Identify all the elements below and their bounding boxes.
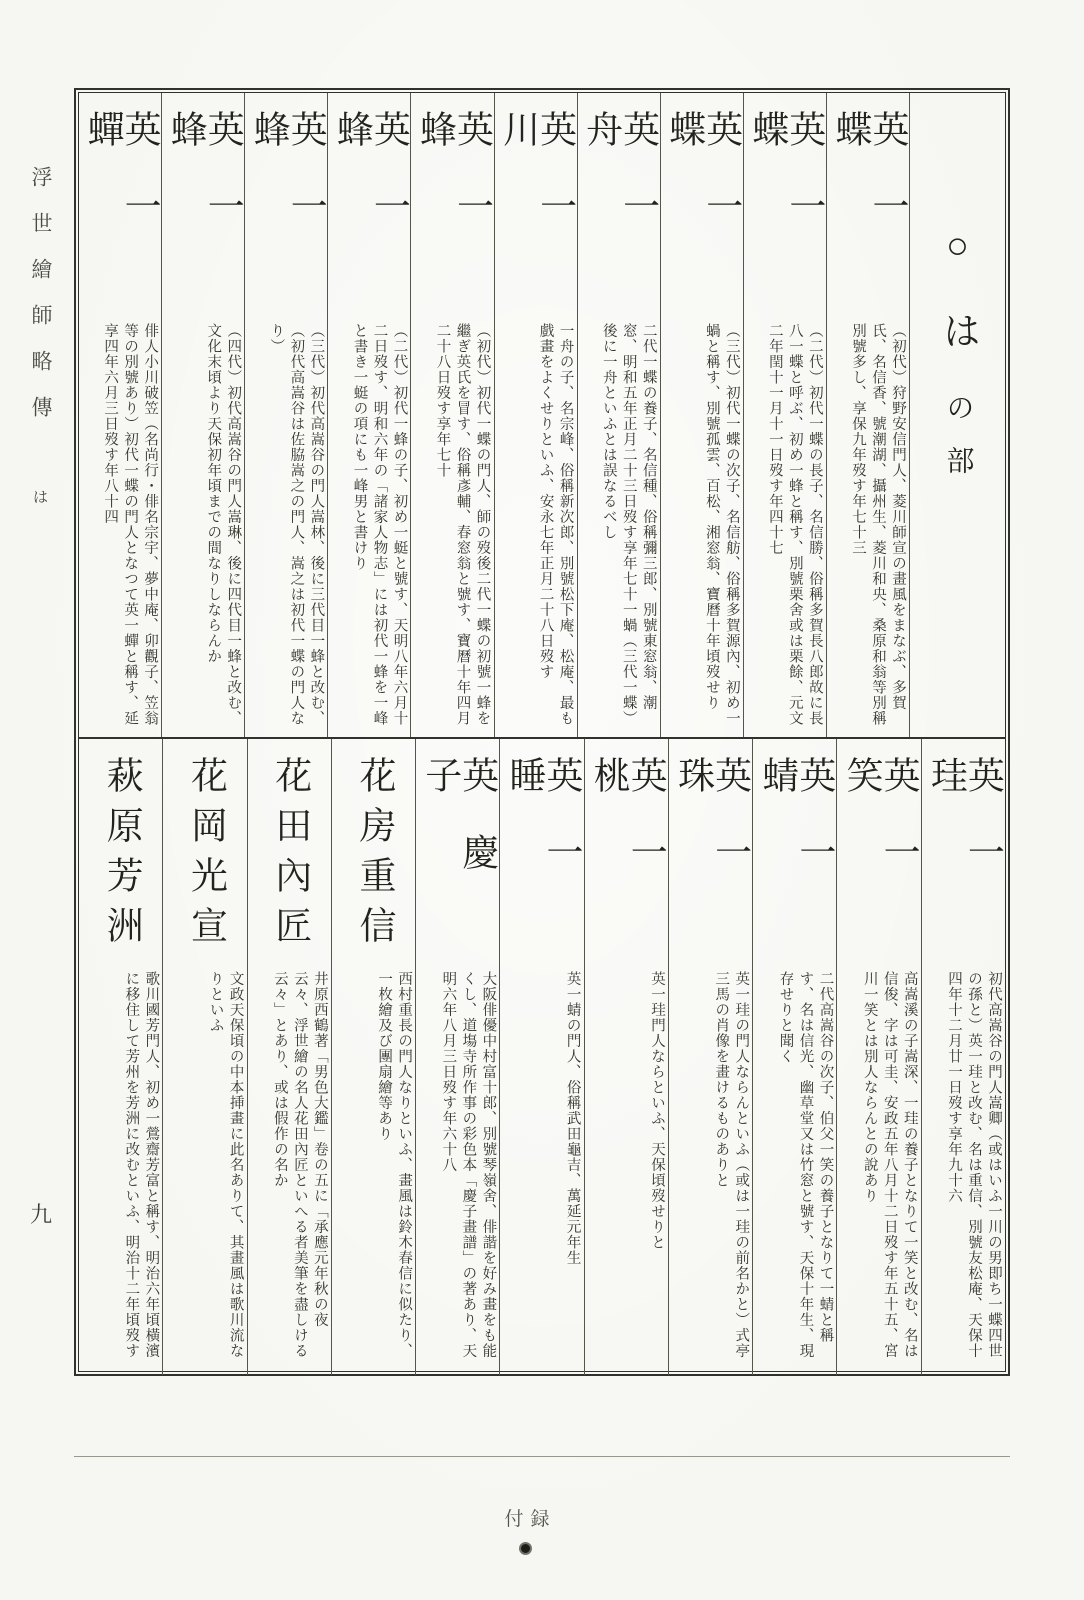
entry-hanabusa-ippo-4 xyxy=(161,93,244,737)
entry-hanabusa-isshu xyxy=(577,93,660,737)
entry-hanabusa-issei xyxy=(752,739,836,1375)
ha-section-sub: の部 xyxy=(942,393,974,499)
entry-hanabusa-issen-kawa xyxy=(494,93,577,737)
ha-section-label xyxy=(936,225,979,499)
entry-hanaoka-mitsunobu xyxy=(162,739,246,1375)
entry-bio: 俳人小川破笠（名尚行・俳名宗宇、夢中庵、卯觀子、笠翁等の別號あり）初代一蝶の門人となつて英一蟬と稱す、延享四年六月三日歿す年八十四 xyxy=(102,323,159,726)
entry-bio: 英一蜻の門人、俗稱武田龜吉、萬延元年生 xyxy=(564,971,581,1266)
entry-hanabusa-keishi xyxy=(415,739,499,1375)
entry-hagiwara-hoshu xyxy=(79,739,162,1375)
page-number: 九 xyxy=(30,1202,53,1227)
section-marker: は xyxy=(33,490,49,506)
entry-hanabusa-itto xyxy=(584,739,668,1375)
entry-name: 英一川 xyxy=(496,110,575,264)
ha-section-header xyxy=(909,93,1005,737)
entry-name: 英一蝶 xyxy=(745,110,824,264)
entry-name: 英一珪 xyxy=(924,756,1003,910)
running-title: 浮世繪師略傳 xyxy=(29,166,53,442)
entry-hanabusa-itcho-1 xyxy=(826,93,909,737)
entry-hanabusa-issho xyxy=(836,739,920,1375)
entry-name: 英一珠 xyxy=(671,756,750,910)
entry-hanabusa-issui xyxy=(499,739,583,1375)
entry-table-inner xyxy=(78,92,1006,1372)
entry-bio: （三代）初代一蝶の次子、名信舫、俗稱多賀源內、初め一蝸と稱す、別號孤雲、百松、湘窓翁、寶曆十年頃歿せり xyxy=(703,323,740,726)
entry-name: 英一睡 xyxy=(503,756,582,910)
entry-name: 英一蜂 xyxy=(164,110,243,264)
entry-hanabusa-shigenobu xyxy=(331,739,415,1375)
entry-hanabusa-ippo-3 xyxy=(244,93,327,737)
entry-name: 花房重信 xyxy=(353,756,394,956)
entry-name: 英一桃 xyxy=(587,756,666,910)
ha-section-main: ○は xyxy=(936,225,979,393)
entry-hanada-takumi xyxy=(247,739,331,1375)
entry-hanabusa-isshu-tama xyxy=(668,739,752,1375)
entry-name: 英一蜂 xyxy=(413,110,492,264)
entry-name: 英一蜻 xyxy=(755,756,834,910)
entry-name: 英一蝶 xyxy=(662,110,741,264)
footer-rule xyxy=(74,1456,1010,1457)
entry-name: 萩原芳洲 xyxy=(100,756,142,956)
entry-hanabusa-ippo-1 xyxy=(410,93,493,737)
appendix-label: 付録 xyxy=(504,1509,557,1530)
entry-bio: （初代）狩野安信門人、菱川師宣の畫風をまなぶ、多賀氏、名信香、號潮湖、攝州生、菱川和央、桑原和翁等別稱別號多し、享保九年歿す年七十三 xyxy=(850,323,906,726)
entry-bio: 歌川國芳門人、初め一鶯齋芳富と稱す、明治六年頃橫濱に移住して芳州を芳洲に改むといふ、明治十二年頃歿す xyxy=(123,971,160,1359)
entry-name: 英慶子 xyxy=(418,756,497,910)
entry-bio: （三代）初代高嵩谷の門人嵩林、後に三代目一蜂と改む、（初代高嵩谷は佐脇嵩之の門人、嵩之は初代一蝶の門人なり） xyxy=(268,323,325,726)
entry-name: 英一蝶 xyxy=(828,110,907,264)
entry-bio: 二代高嵩谷の次子、伯父一笑の養子となりて一蜻と稱す、名は信光、幽草堂又は竹窓と號す、天保十年生、現存せりと聞く xyxy=(777,971,834,1359)
entry-hanabusa-itcho-3 xyxy=(660,93,743,737)
entry-bio: （四代）初代高嵩谷の門人嵩琳、後に四代目一蜂と改む、文化末頃より天保初年頃までの間なりしならんか xyxy=(205,323,242,726)
entry-bio: 井原西鶴著「男色大鑑」卷の五に「承應元年秋の夜云々、浮世繪の名人花田內匠といへる者美筆を盡しける云々」とあり、或は假作の名か xyxy=(271,971,328,1359)
entry-name: 英一笑 xyxy=(840,756,919,910)
entry-bio: （二代）初代一蜂の子、初め一蜓と號す、天明八年六月十二日歿す、明和六年の「諸家人物志」には初代一蜂を一峰と書き一蜓の項にも一峰男と書けり xyxy=(351,323,408,726)
table-row-top xyxy=(79,93,1005,739)
printer-ornament-icon xyxy=(519,1542,532,1555)
entry-hanabusa-itcho-2 xyxy=(743,93,826,737)
entry-bio: 高嵩溪の子嵩深、一珪の養子となりて一笑と改む、名は信俊、字は可圭、安政五年八月十二日歿す年五十五、宮川一笑とは別人ならんとの說あり xyxy=(861,971,918,1359)
entry-name: 英一舟 xyxy=(579,110,658,264)
entry-bio: 文政天保頃の中本挿畫に此名ありて、其畫風は歌川流なりといふ xyxy=(207,971,244,1359)
entry-bio: 一舟の子、名宗峰、俗稱新次郎、別號松下庵、松庵、最も戲畫をよくせりといふ、安永七年正月二十八日歿す xyxy=(537,323,574,726)
entry-name: 花田內匠 xyxy=(268,756,310,956)
entry-bio: 二代一蝶の養子、名信種、俗稱彌三郎、別號東窓翁、潮窓、明和五年正月二十三日歿す享年七十一蝸（三代一蝶）後に一舟といふとは誤なるべし xyxy=(600,323,657,726)
entry-hanabusa-issen xyxy=(79,93,161,737)
entry-bio: 英一珪の門人ならんといふ（或は一珪の前名かと）式亭三馬の肖像を畫けるものありと xyxy=(713,971,750,1359)
entry-table xyxy=(74,88,1010,1376)
entry-bio: 西村重長の門人なりといふ、畫風は鈴木春信に似たり、一枚繪及び團扇繪等あり xyxy=(376,971,413,1359)
entry-name: 英一蜂 xyxy=(247,110,326,264)
entry-bio: 英一珪門人ならといふ、天保頃歿せりと xyxy=(648,971,665,1250)
entry-bio: （初代）初代一蝶の門人、師の歿後二代一蝶の初號一蜂を繼ぎ英氏を冒す、俗稱彥輔、春窓翁と號す、寶曆十年四月二十八日歿す享年七十 xyxy=(434,323,491,726)
table-row-bottom xyxy=(79,739,1005,1375)
entry-hanabusa-ikkei xyxy=(921,739,1005,1375)
entry-bio: （二代）初代一蝶の長子、名信勝、俗稱多賀長八郎故に長八一蝶と呼ぶ、初め一蜂と稱す、別號栗舍或は栗餘、元文二年閏十一月十一日歿す年四十七 xyxy=(766,323,823,726)
entry-hanabusa-ippo-2 xyxy=(327,93,410,737)
entry-bio: 初代高嵩谷の門人嵩卿（或はいふ一川の男即ち一蝶四世の孫と）英一珪と改む、名は重信、別號友松庵、天保十四年十二月廿一日歿す享年九十六 xyxy=(946,971,1002,1359)
entry-bio: 大阪俳優中村富十郎、別號琴嶺舍、俳諧を好み畫をも能くし、道塲寺所作事の彩色本「慶子畫譜」の著あり、天明六年八月三日歿す年六十八 xyxy=(440,971,497,1359)
entry-name: 花岡光宣 xyxy=(184,756,226,956)
entry-name: 英一蟬 xyxy=(81,110,160,264)
entry-name: 英一蜂 xyxy=(330,110,409,264)
